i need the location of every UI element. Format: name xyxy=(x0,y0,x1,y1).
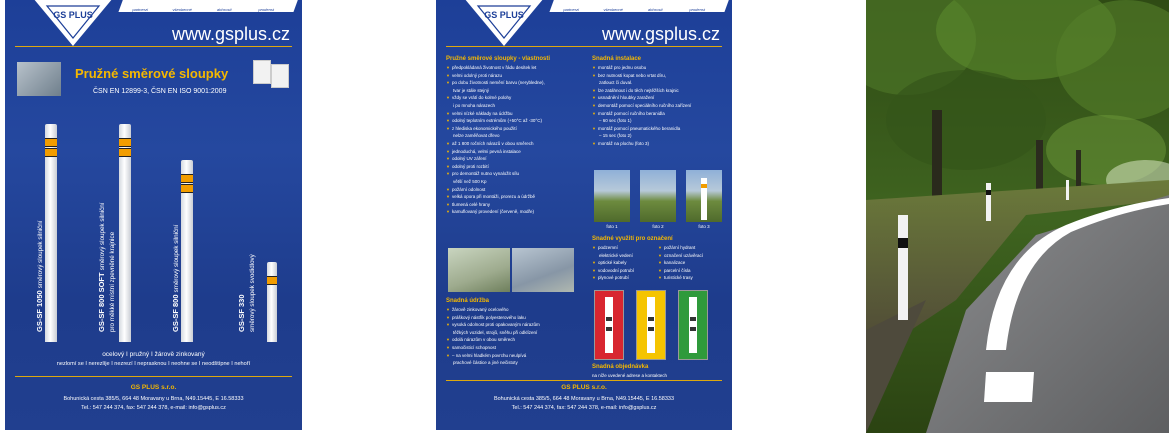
top-menu xyxy=(549,0,729,12)
brochure-title: Pružné směrové sloupky xyxy=(75,66,229,81)
list-item: větší než 500 Kp xyxy=(453,178,487,184)
list-item: ▼ turistické trasy xyxy=(658,274,703,282)
menu-item: všeobecné xyxy=(603,7,623,12)
installation-list xyxy=(592,64,691,148)
list-item: ▼ velmi odolný proti nárazu xyxy=(446,72,545,80)
list-item: ▼ plynové potrubí xyxy=(592,274,634,282)
list-item: ▼ demontáž pomocí speciálního ručního zařízení xyxy=(592,102,691,110)
list-item: ▼ vodovodní potrubí xyxy=(592,267,634,275)
photo-caption: foto 3 xyxy=(698,224,710,229)
reflector xyxy=(181,184,193,193)
menu-item: partnerzi xyxy=(132,7,148,12)
list-item: ▼ kamuflovaný provedení (červeně, modře) xyxy=(446,208,545,216)
gs-plus-logo xyxy=(464,0,544,46)
list-item: ▼ odolá nárazům v obou směrech xyxy=(446,336,540,344)
list-item: ▼ odolný UV záření xyxy=(446,155,545,163)
logo-text: GS PLUS xyxy=(53,10,93,20)
brochure-right xyxy=(436,0,732,430)
standards-text: ČSN EN 12899-3, ČSN EN ISO 9001:2009 xyxy=(93,88,227,95)
brochure-left xyxy=(5,0,302,430)
contact: Tel.: 547 244 374, fax: 547 244 378, e-mail: info@gsplus.cz xyxy=(511,405,657,411)
marker-post-yellow xyxy=(636,290,666,360)
uses-list-left xyxy=(592,244,634,282)
list-item: ▼ optické kabely xyxy=(592,259,634,267)
uses-title: Snadné využití pro označení xyxy=(592,236,673,242)
properties-title: Pružné směrové sloupky - vlastnosti xyxy=(446,56,551,62)
contact: Tel.: 547 244 374, fax: 547 244 378, e-mail: info@gsplus.cz xyxy=(81,405,226,411)
gs-plus-logo xyxy=(33,0,113,46)
certificate-thumbnail xyxy=(271,64,289,88)
post-label: GS-SF 1050 směrový sloupek silniční xyxy=(35,220,44,332)
divider xyxy=(15,376,292,377)
installation-photo xyxy=(640,170,676,222)
list-item: ▼ žárově zinkovaný ocelového xyxy=(446,306,540,314)
uses-list-right xyxy=(658,244,703,282)
list-item: ▼ požární odolnost xyxy=(446,186,545,194)
menu-item: prodenst xyxy=(689,7,705,12)
marker-post-green xyxy=(678,290,708,360)
installation-photo xyxy=(686,170,722,222)
reflector xyxy=(181,174,193,183)
properties-line: nezlomí se I nerezlíje I nezrezí I neprasknou I neohne se I neodštípne I nehoří xyxy=(56,361,251,367)
list-item: ▼ bez nutnosti kopat nebo vrtat díru, xyxy=(592,72,691,80)
menu-item: akčnosti xyxy=(216,7,232,12)
post-label: GS-SF 330 xyxy=(237,294,246,332)
photo-caption: foto 1 xyxy=(606,224,618,229)
list-item: těžkých vozidel, strojů, sněhu při odklízení xyxy=(453,329,538,335)
list-item: ▼ samočisticí schopnost xyxy=(446,344,540,352)
list-item: i po mnoha nárazech xyxy=(453,102,496,108)
road-photo xyxy=(866,0,1169,433)
website-url: www.gsplus.cz xyxy=(171,24,290,44)
top-menu xyxy=(118,0,298,12)
properties-list xyxy=(446,64,545,216)
list-item: ▼ kanalizace xyxy=(658,259,703,267)
post-in-photo xyxy=(701,178,707,220)
maintenance-title: Snadná údržba xyxy=(446,298,490,304)
list-item: ▼ po dobu životnosti nemění barvu (nerybledne), xyxy=(446,79,545,87)
list-item: ▼ vysoká odolnost proti opakovaným nárazům xyxy=(446,321,540,329)
list-item: ▼ velká opora při montáži, prorezu a údržbě xyxy=(446,193,545,201)
list-item: – 60 sec (foto 1) xyxy=(599,118,632,124)
maintenance-list xyxy=(446,306,540,367)
reflector xyxy=(267,276,277,285)
post-gs-sf-330 xyxy=(267,262,277,342)
list-item: ▼ montáž na plochu (foto 3) xyxy=(592,140,691,148)
list-item: ▼ usnadnění hloubky zaražení xyxy=(592,94,691,102)
list-item: ▼ odolný proti rozbití xyxy=(446,163,545,171)
reflector xyxy=(119,138,131,147)
post-gs-sf-800-soft xyxy=(119,124,131,342)
menu-item: prodenst xyxy=(258,7,274,12)
product-photo xyxy=(17,62,61,96)
divider xyxy=(446,380,722,381)
list-item: ▼ až 1 800 ročních nárazů v obou směrech xyxy=(446,140,545,148)
reflector xyxy=(119,148,131,157)
photo-caption: foto 2 xyxy=(652,224,664,229)
installation-title: Snadná instalace xyxy=(592,56,642,62)
material-line: ocelový I pružný I žárově zinkovaný xyxy=(102,351,205,358)
post-label-line2: směrový sloupek svodidlový xyxy=(249,254,256,332)
installation-photo xyxy=(594,170,630,222)
menu-item: partnerzi xyxy=(563,7,579,12)
list-item: nelze zaměňovat dřevo xyxy=(453,133,500,139)
list-item: tvar je stále stejný xyxy=(453,87,490,93)
company-name: GS PLUS s.r.o. xyxy=(561,384,607,391)
post-label: GS-SF 800 směrový sloupek silniční xyxy=(171,224,180,332)
list-item: ▼ velmi nízké náklady na údržbu xyxy=(446,110,545,118)
list-item: ▼ lze zatáhnout i do těch nejtěžších krajnic xyxy=(592,87,691,95)
list-item: ▼ pro demontáž nutno vynaložit sílu xyxy=(446,170,545,178)
marker-post-red xyxy=(594,290,624,360)
list-item: prachové částice a jiné nečistoty xyxy=(453,360,518,366)
list-item: elektrické vedení xyxy=(599,252,633,258)
website-url: www.gsplus.cz xyxy=(601,24,720,44)
road-scene xyxy=(866,0,1169,433)
list-item: ▼ označení uzávěrací xyxy=(658,252,703,260)
broken-post-photo xyxy=(448,248,510,292)
menu-item: všeobecné xyxy=(172,7,192,12)
reflector xyxy=(45,148,57,157)
list-item: zatlouct či duval. xyxy=(599,80,633,86)
certificate-thumbnail xyxy=(253,60,271,84)
logo-text: GS PLUS xyxy=(484,10,524,20)
company-name: GS PLUS s.r.o. xyxy=(130,384,177,391)
order-title: Snadná objednávka xyxy=(592,364,649,370)
list-item: ▼ montáž pomocí ručního beranidla xyxy=(592,110,691,118)
divider xyxy=(15,46,292,47)
list-item: ▼ požární hydrant xyxy=(658,244,703,252)
post-label-line2: pro měkké místní zpevněné krajnice xyxy=(109,231,116,332)
list-item: ▼ předpokládaná životnost v řádu desítek let xyxy=(446,64,545,72)
list-item: ▼ z hlediska ekonomického použití xyxy=(446,125,545,133)
list-item: ▼ parcelní čísla xyxy=(658,267,703,275)
reflector xyxy=(45,138,57,147)
list-item: ▼ jednoduchá, velmi pevná instalace xyxy=(446,148,545,156)
post-gs-sf-1050 xyxy=(45,124,57,342)
list-item: ▼ podzemní xyxy=(592,244,634,252)
address: Bohunická cesta 385/5, 664 48 Moravany u Brna, N49.15445, E 16.58333 xyxy=(63,396,244,402)
divider xyxy=(446,46,722,47)
list-item: ▼ odolný teplotním extrémům (+50°C až -30°C) xyxy=(446,117,545,125)
list-item: ▼ montáž pomocí pneumatického beranidla xyxy=(592,125,691,133)
list-item: – 15 sec (foto 2) xyxy=(599,133,632,139)
post-gs-sf-800 xyxy=(181,160,193,342)
menu-item: akčnosti xyxy=(647,7,663,12)
post-label: GS-SF 800 SOFT směrový sloupek silniční xyxy=(97,202,106,332)
list-item: ▼ tlumená celé hrany xyxy=(446,201,545,209)
list-item: ▼ práškový nástřik polyesterového laku xyxy=(446,314,540,322)
list-item: ▼ vždy se vrátí do kolmé polohy xyxy=(446,94,545,102)
list-item: ▼ montáž pro jednu osobu xyxy=(592,64,691,72)
order-text: na níže uvedené adrese a kontaktech xyxy=(592,373,668,378)
list-item: ▼ – na velmi hladkém povrchu neulpívá xyxy=(446,352,540,360)
address: Bohunická cesta 385/5, 664 48 Moravany u Brna, N49.15445, E 16.58333 xyxy=(493,396,675,402)
vehicle-photo xyxy=(512,248,574,292)
